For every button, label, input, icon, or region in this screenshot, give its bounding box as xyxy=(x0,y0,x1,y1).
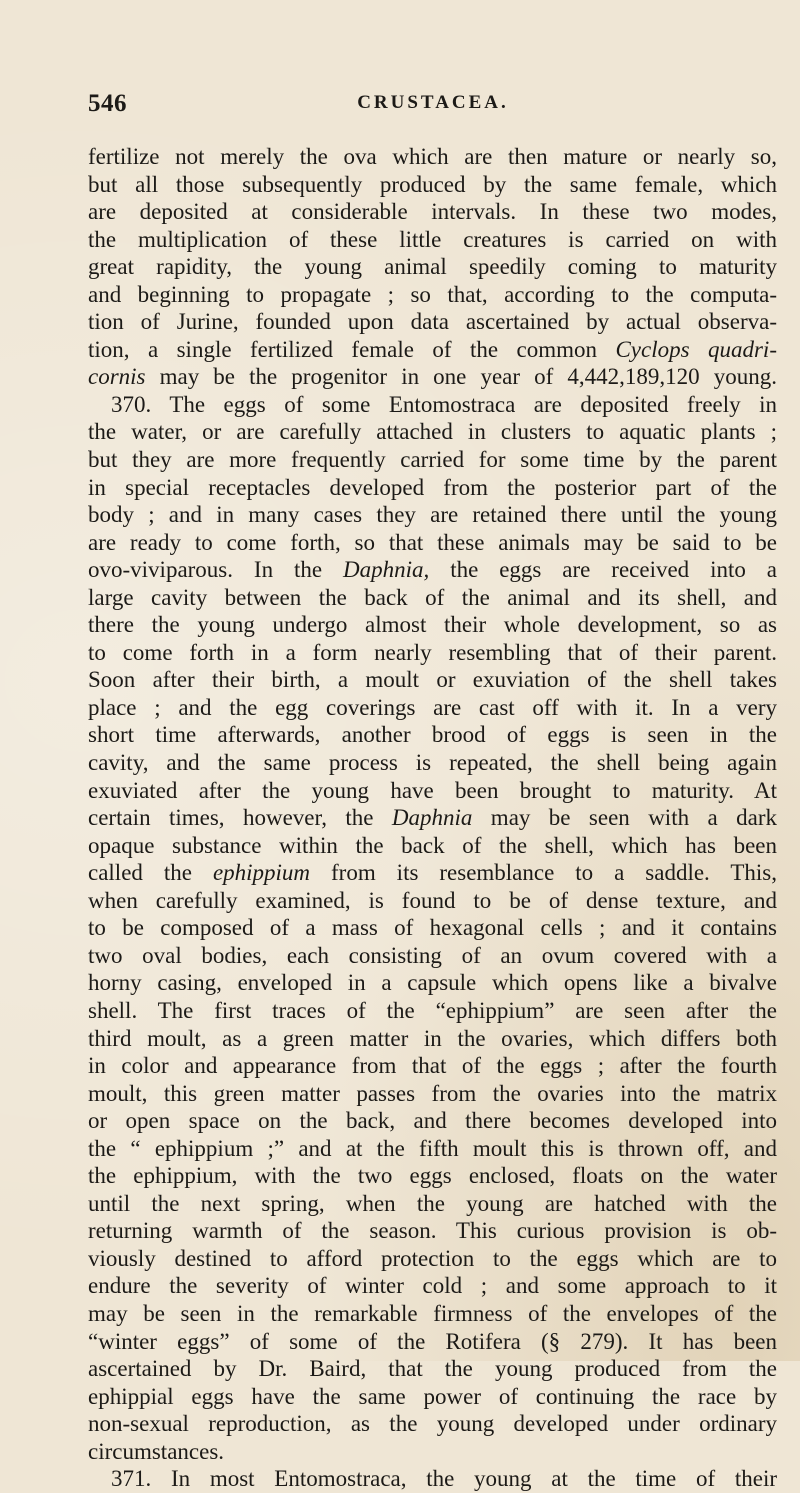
text-span: to be composed of a mass of hexagonal cells ; and it contains xyxy=(88,915,777,941)
text-span: large cavity between the back of the animal and its shell, and xyxy=(88,584,777,610)
text-span: or open space on the back, and there becomes developed into xyxy=(88,1108,777,1134)
text-line xyxy=(88,1272,777,1300)
text-span: fertilize not merely the ova which are then mature or nearly so, xyxy=(88,144,777,169)
text-span: but all those subsequently produced by the same female, which xyxy=(88,171,777,197)
text-line xyxy=(88,969,777,997)
text-span: short time afterwards, another brood of eggs is seen in the xyxy=(88,722,777,748)
text-span: circumstances. xyxy=(88,1438,225,1464)
text-span: in color and appearance from that of the eggs ; after the fourth xyxy=(88,1053,777,1079)
text-span: “winter eggs” of some of the Rotifera (§ 279). It has been xyxy=(88,1328,777,1354)
text-span: third moult, as a green matter in the ovaries, which differs both xyxy=(88,1025,777,1051)
text-line xyxy=(88,391,777,419)
text-span: certain times, however, the xyxy=(88,805,392,831)
text-line xyxy=(88,1328,777,1356)
text-line xyxy=(88,1465,777,1493)
text-line xyxy=(88,1300,777,1328)
text-span: may be seen in the remarkable firmness of the envelopes of the xyxy=(88,1300,777,1326)
text-span: endure the severity of winter cold ; and some approach to it xyxy=(88,1273,777,1299)
text-span: cavity, and the same process is repeated, the shell being again xyxy=(88,750,777,776)
text-line xyxy=(88,749,777,777)
text-span: may be seen with a dark xyxy=(472,805,777,831)
text-span: there the young undergo almost their whole development, so as xyxy=(88,612,777,638)
text-line xyxy=(88,143,777,171)
text-line xyxy=(88,1025,777,1053)
text-line xyxy=(88,777,777,805)
text-line xyxy=(88,1438,777,1466)
text-span: shell. The first traces of the “ephippium” are seen after the xyxy=(88,997,777,1023)
text-span: in special receptacles developed from the posterior part of the xyxy=(88,474,777,500)
text-line xyxy=(88,1135,777,1163)
text-span: the multiplication of these little creatures is carried on with xyxy=(88,226,777,252)
italic-span: Cyclops quadri- xyxy=(615,336,777,362)
text-line xyxy=(88,474,777,502)
text-span: horny casing, enveloped in a capsule which opens like a bivalve xyxy=(88,970,777,996)
text-line xyxy=(88,308,777,336)
italic-span: Daphnia xyxy=(391,805,473,831)
text-line xyxy=(88,336,777,364)
text-line xyxy=(88,1410,777,1438)
text-span: returning warmth of the season. This curious provision is ob- xyxy=(88,1218,777,1244)
text-span: place ; and the egg coverings are cast off with it. In a very xyxy=(88,694,777,720)
text-line xyxy=(88,1190,777,1218)
text-span: non-sexual reproduction, as the young developed under ordinary xyxy=(88,1411,777,1437)
text-span: until the next spring, when the young are hatched with the xyxy=(88,1190,777,1216)
text-line xyxy=(88,584,777,612)
text-line xyxy=(88,1217,777,1245)
text-line xyxy=(88,1355,777,1383)
text-line xyxy=(88,281,777,309)
text-line xyxy=(88,1052,777,1080)
italic-span: cornis xyxy=(88,364,146,390)
text-span: two oval bodies, each consisting of an ovum covered with a xyxy=(88,942,777,968)
text-span: moult, this green matter passes from the ovaries into the matrix xyxy=(88,1080,777,1106)
body-text xyxy=(88,143,777,1493)
text-span: the ephippium, with the two eggs enclosed, floats on the water xyxy=(88,1163,777,1189)
text-span: tion, a single fertilized female of the common xyxy=(88,336,616,362)
text-span: the eggs are received into a xyxy=(429,557,777,583)
text-line xyxy=(88,1107,777,1135)
italic-span: Daphnia, xyxy=(343,557,430,583)
text-span: 370. The eggs of some Entomostraca are deposited freely in xyxy=(111,391,777,417)
italic-span: ephippium xyxy=(212,860,311,886)
text-line xyxy=(88,887,777,915)
text-line xyxy=(88,1383,777,1411)
text-line xyxy=(88,694,777,722)
text-span: called the xyxy=(88,860,213,886)
text-span: great rapidity, the young animal speedily coming to maturity xyxy=(88,254,777,280)
text-line xyxy=(88,226,777,254)
text-span: the “ ephippium ;” and at the fifth moult this is thrown off, and xyxy=(88,1135,777,1161)
text-span: but they are more frequently carried for some time by the parent xyxy=(88,447,777,473)
text-span: to come forth in a form nearly resembling that of their parent. xyxy=(88,639,777,665)
text-span: when carefully examined, is found to be of dense texture, and xyxy=(88,887,777,913)
text-line xyxy=(88,198,777,226)
text-line xyxy=(88,997,777,1025)
text-span: Soon after their birth, a moult or exuviation of the shell takes xyxy=(88,667,777,693)
text-line xyxy=(88,859,777,887)
page-header xyxy=(88,90,778,120)
text-span: the water, or are carefully attached in clusters to aquatic plants ; xyxy=(88,419,777,445)
text-line xyxy=(88,253,777,281)
text-line xyxy=(88,639,777,667)
text-line xyxy=(88,529,777,557)
text-line xyxy=(88,1080,777,1108)
text-span: from its resemblance to a saddle. This, xyxy=(310,860,777,886)
text-span: tion of Jurine, founded upon data ascertained by actual observa- xyxy=(88,309,777,335)
text-line xyxy=(88,1245,777,1273)
text-span: 371. In most Entomostraca, the young at the time of their xyxy=(111,1466,777,1492)
text-span: are ready to come forth, so that these animals may be said to be xyxy=(88,529,777,555)
text-span: may be the progenitor in one year of 4,442,189,120 young. xyxy=(145,364,777,390)
text-span: exuviated after the young have been brought to maturity. At xyxy=(88,777,777,803)
text-line xyxy=(88,832,777,860)
running-head: CRUSTACEA. xyxy=(357,92,509,113)
text-line xyxy=(88,363,777,391)
text-span: ephippial eggs have the same power of continuing the race by xyxy=(88,1383,777,1409)
text-line xyxy=(88,556,777,584)
text-line xyxy=(88,171,777,199)
text-line xyxy=(88,721,777,749)
text-line xyxy=(88,804,777,832)
text-line xyxy=(88,1162,777,1190)
text-span: opaque substance within the back of the shell, which has been xyxy=(88,832,777,858)
page-number: 546 xyxy=(88,90,127,117)
text-line xyxy=(88,446,777,474)
text-line xyxy=(88,611,777,639)
text-span: body ; and in many cases they are retained there until the young xyxy=(88,502,777,528)
text-line xyxy=(88,501,777,529)
text-span: ascertained by Dr. Baird, that the young produced from the xyxy=(88,1356,777,1382)
text-line xyxy=(88,942,777,970)
text-span: viously destined to afford protection to the eggs which are to xyxy=(88,1245,777,1271)
text-line xyxy=(88,418,777,446)
text-line xyxy=(88,914,777,942)
text-span: and beginning to propagate ; so that, according to the computa- xyxy=(88,281,777,307)
text-line xyxy=(88,666,777,694)
text-span: are deposited at considerable intervals. In these two modes, xyxy=(88,199,777,225)
text-span: ovo-viviparous. In the xyxy=(88,557,344,583)
